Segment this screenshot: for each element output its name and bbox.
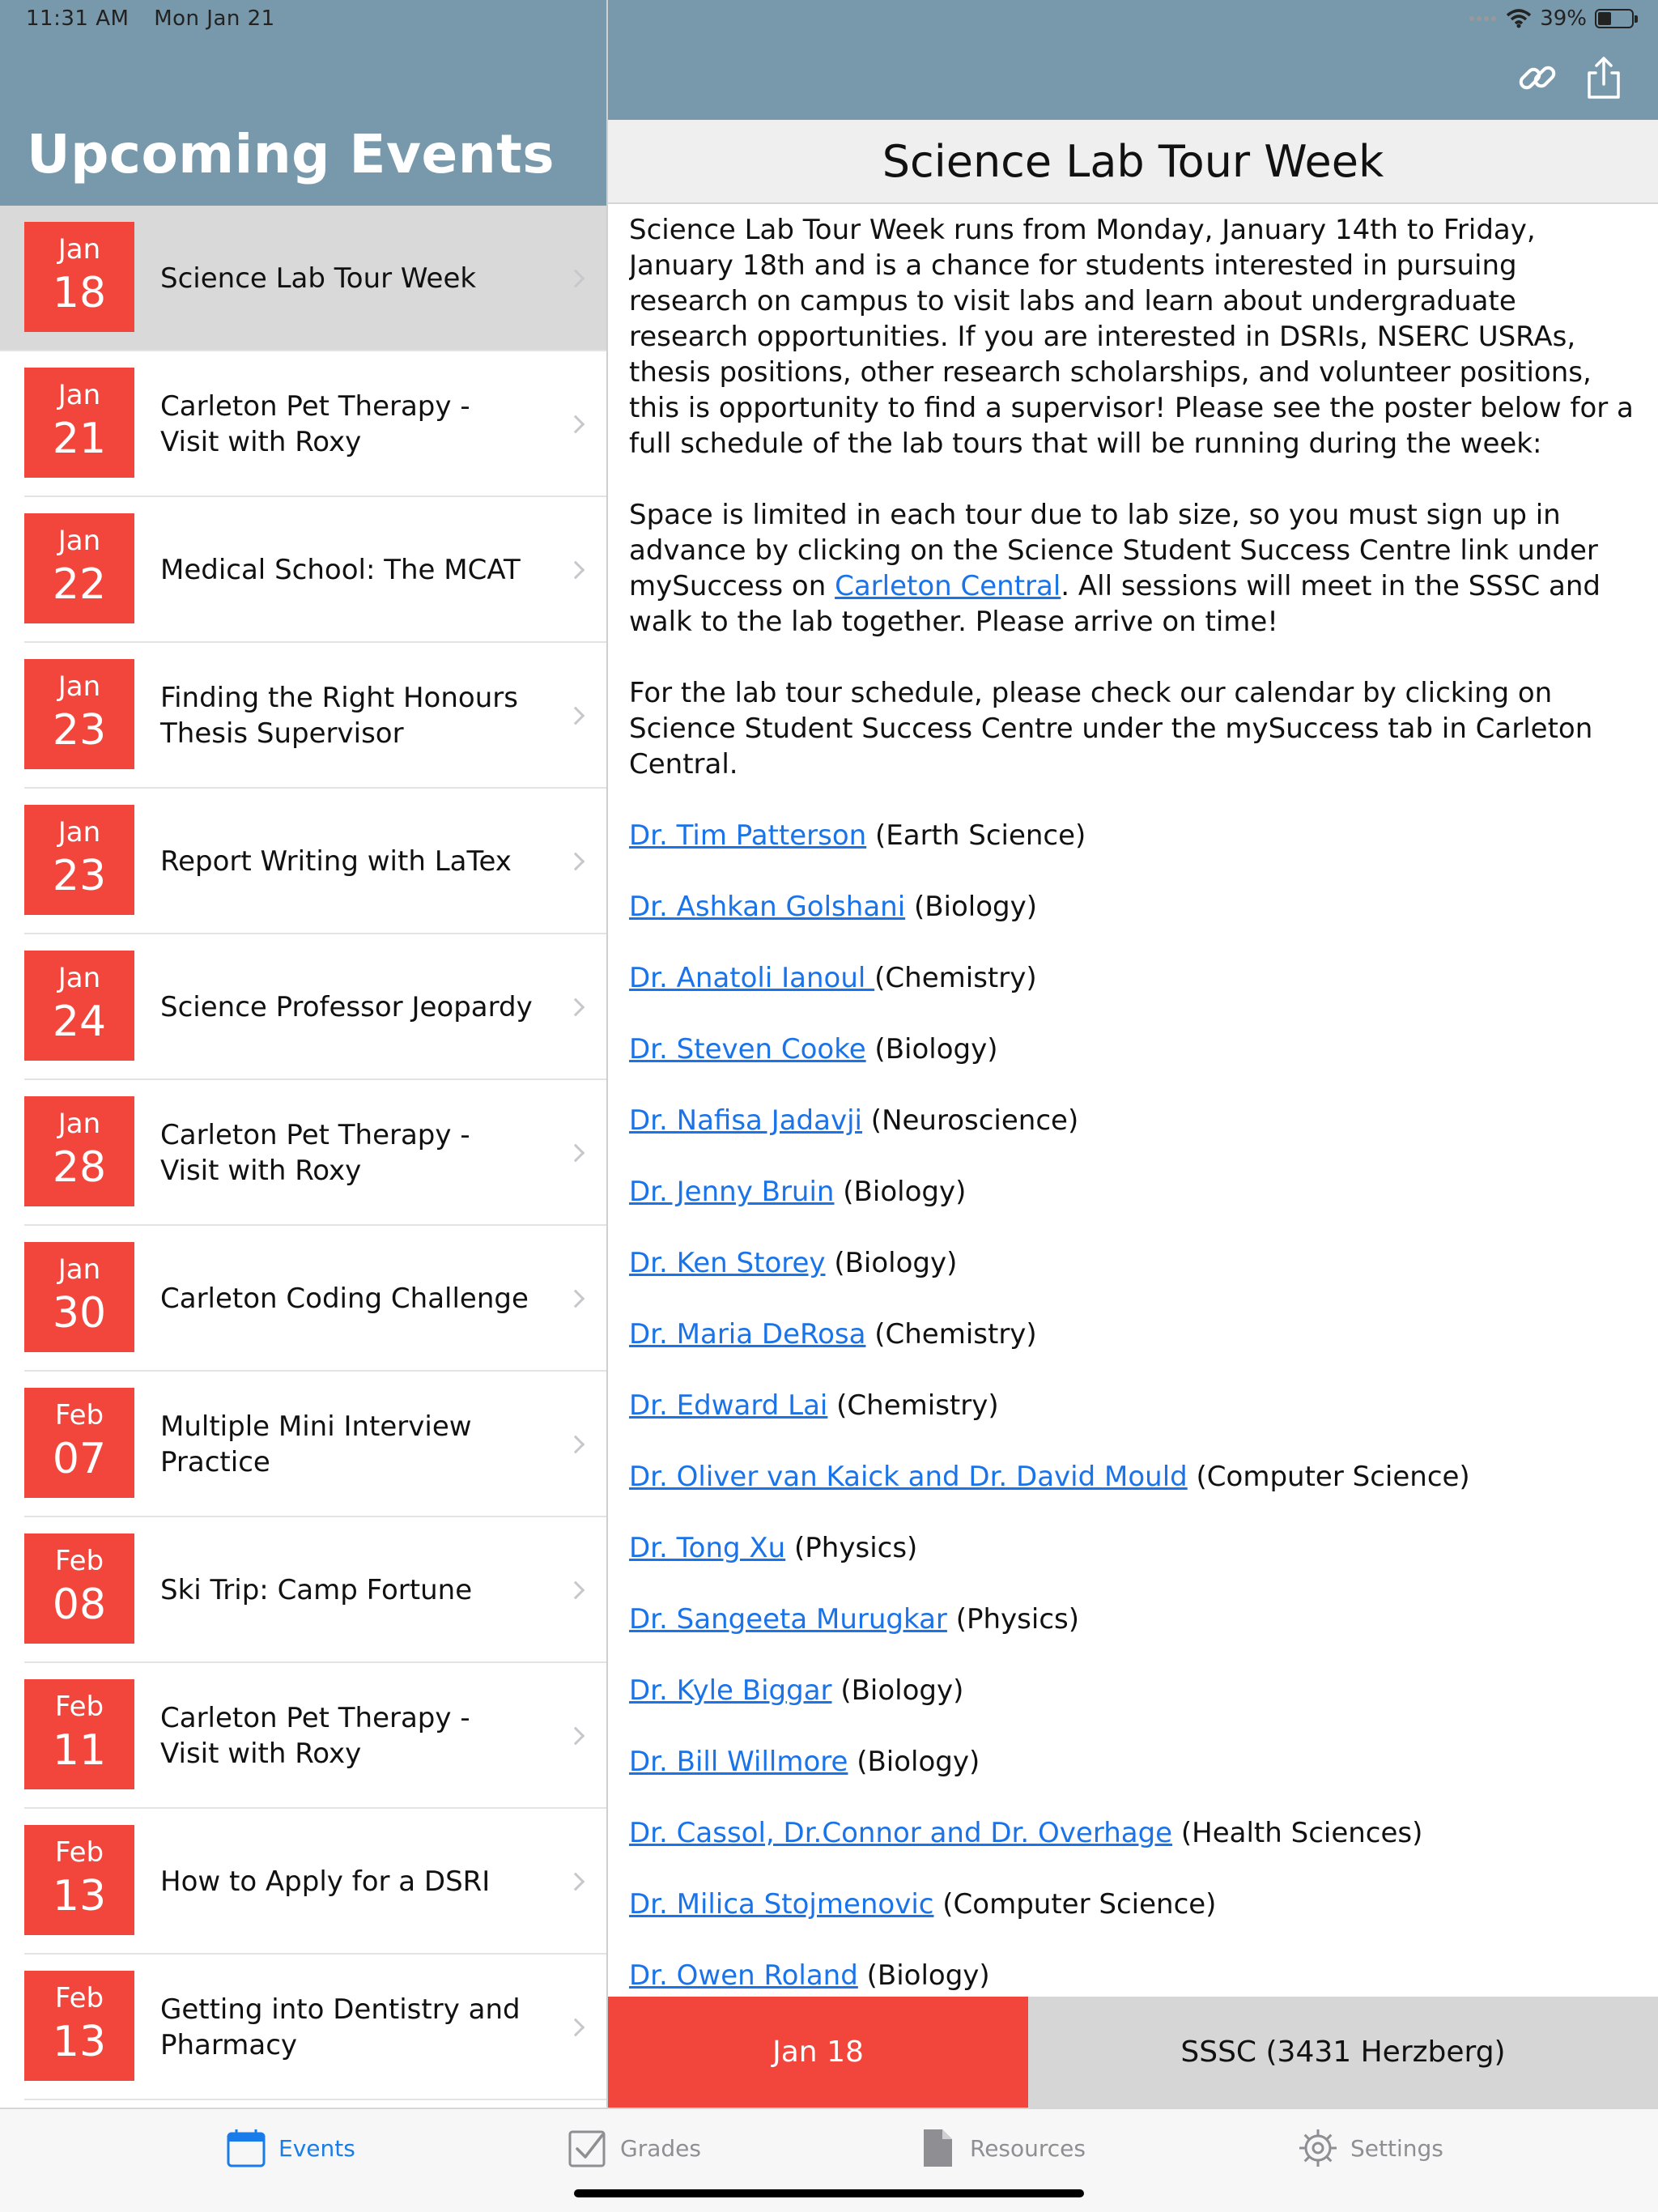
lab-link[interactable]: Dr. Milica Stojmenovic (629, 1888, 934, 1921)
lab-link[interactable]: Dr. Cassol, Dr.Connor and Dr. Overhage (629, 1817, 1173, 1849)
lab-department: (Physics) (785, 1532, 918, 1564)
event-title: Carleton Pet Therapy - Visit with Roxy (160, 1119, 470, 1187)
lab-department: (Physics) (946, 1603, 1079, 1636)
lab-link[interactable]: Dr. Nafisa Jadavji (629, 1104, 862, 1137)
event-row[interactable] (0, 1372, 606, 1517)
battery-percent: 39% (1540, 6, 1587, 31)
event-day: 22 (52, 560, 107, 609)
chevron-right-icon (567, 707, 585, 725)
signup-text-after: . All sessions will meet in the SSSC and walk to the lab together. Please arrive on time! (629, 570, 1601, 638)
event-month: Feb (54, 1399, 104, 1431)
event-row[interactable] (0, 1517, 606, 1663)
signup-text-before: Space is limited in each tour due to lab size, so you must sign up in advance by clicking on the Science Student Success Centre link under mySuccess on (629, 499, 1598, 602)
event-day: 21 (52, 415, 107, 463)
date-badge (24, 1096, 134, 1206)
lab-item (629, 1744, 1641, 1780)
lab-item (629, 1103, 1641, 1138)
chevron-right-icon (567, 270, 585, 288)
detail-title: Science Lab Tour Week (882, 136, 1384, 187)
event-title: Science Lab Tour Week (160, 262, 477, 295)
lab-item (629, 1815, 1641, 1851)
lab-link[interactable]: Dr. Bill Willmore (629, 1746, 848, 1778)
lab-link[interactable]: Dr. Sangeeta Murugkar (629, 1603, 947, 1636)
event-row[interactable] (0, 1809, 606, 1955)
chevron-right-icon (567, 1581, 585, 1600)
event-row[interactable] (0, 1080, 606, 1226)
event-date-cell: Jan 18 (608, 1997, 1028, 2108)
home-indicator (574, 2189, 1084, 2197)
detail-title-bar (608, 120, 1658, 204)
lab-link[interactable]: Dr. Anatoli Ianoul (629, 962, 875, 994)
lab-link[interactable]: Dr. Ashkan Golshani (629, 891, 906, 923)
lab-item (629, 1317, 1641, 1352)
lab-item (629, 1174, 1641, 1210)
event-month: Jan (57, 816, 101, 849)
chevron-right-icon (567, 1290, 585, 1308)
lab-item (629, 818, 1641, 853)
event-month: Jan (57, 233, 101, 266)
event-title: Getting into Dentistry and Pharmacy (160, 1993, 521, 2061)
status-date: Mon Jan 21 (154, 6, 275, 31)
lab-department: (Chemistry) (865, 1318, 1037, 1351)
event-title: How to Apply for a DSRI (160, 1865, 491, 1898)
event-row[interactable] (0, 206, 606, 351)
calendar-icon (225, 2127, 267, 2169)
event-title: Multiple Mini Interview Practice (160, 1410, 472, 1478)
lab-department: (Biology) (865, 1033, 998, 1066)
lab-department: (Health Sciences) (1172, 1817, 1423, 1849)
event-list (0, 206, 606, 2100)
chevron-right-icon (567, 1144, 585, 1163)
chevron-right-icon (567, 415, 585, 434)
tab-label: Grades (620, 2134, 701, 2162)
event-month: Feb (54, 1982, 104, 2014)
date-badge (24, 222, 134, 332)
lab-link[interactable]: Dr. Kyle Biggar (629, 1674, 832, 1707)
event-title: Ski Trip: Camp Fortune (160, 1574, 473, 1606)
date-badge (24, 805, 134, 915)
event-row[interactable] (0, 643, 606, 789)
event-row[interactable] (0, 497, 606, 643)
event-location-cell: SSSC (3431 Herzberg) (1028, 1997, 1658, 2108)
gear-icon (1297, 2127, 1339, 2169)
lab-link[interactable]: Dr. Ken Storey (629, 1247, 826, 1279)
wifi-icon (1506, 9, 1532, 28)
chevron-right-icon (567, 1436, 585, 1454)
lab-item (629, 1459, 1641, 1495)
event-day: 23 (52, 706, 107, 755)
chevron-right-icon (567, 998, 585, 1017)
event-month: Jan (57, 379, 101, 411)
event-row[interactable] (0, 934, 606, 1080)
tab-settings[interactable] (1297, 2127, 1443, 2169)
date-badge (24, 659, 134, 769)
event-title: Carleton Pet Therapy - Visit with Roxy (160, 1702, 470, 1770)
lab-link[interactable]: Dr. Steven Cooke (629, 1033, 866, 1066)
date-badge (24, 368, 134, 478)
share-icon[interactable] (1581, 55, 1626, 100)
chevron-right-icon (567, 1873, 585, 1891)
lab-department: (Biology) (905, 891, 1038, 923)
event-title: Carleton Pet Therapy - Visit with Roxy (160, 390, 470, 458)
tab-resources[interactable] (916, 2127, 1086, 2169)
lab-department: (Earth Science) (866, 819, 1086, 852)
event-row[interactable] (0, 1226, 606, 1372)
detail-body (629, 212, 1641, 1995)
date-badge (24, 951, 134, 1061)
lab-link[interactable]: Dr. Owen Roland (629, 1959, 858, 1992)
event-title: Medical School: The MCAT (160, 554, 521, 586)
schedule-paragraph: For the lab tour schedule, please check our calendar by clicking on Science Student Success Centre under the mySuccess tab in Carleton Central. (629, 677, 1593, 781)
lab-link[interactable]: Dr. Edward Lai (629, 1389, 828, 1422)
status-time: 11:31 AM (26, 6, 130, 31)
event-month: Feb (54, 1691, 104, 1723)
event-month: Jan (57, 525, 101, 557)
date-badge (24, 1242, 134, 1352)
chevron-right-icon (567, 2018, 585, 2037)
lab-department: (Biology) (825, 1247, 958, 1279)
lab-department: (Chemistry) (827, 1389, 999, 1422)
date-badge (24, 1534, 134, 1644)
lab-item (629, 1958, 1641, 1993)
event-day: 13 (52, 1872, 107, 1921)
chevron-right-icon (567, 853, 585, 871)
event-day: 18 (52, 269, 107, 317)
status-left (26, 6, 293, 31)
tab-label: Settings (1350, 2134, 1443, 2162)
status-right (1469, 6, 1634, 31)
event-day: 23 (52, 852, 107, 900)
event-info-bar (608, 1997, 1658, 2108)
lab-department: (Biology) (831, 1674, 964, 1707)
battery-level (1598, 12, 1611, 25)
lab-item (629, 1602, 1641, 1637)
lab-department: (Neuroscience) (862, 1104, 1079, 1137)
event-title: Science Professor Jeopardy (160, 991, 533, 1023)
event-day: 28 (52, 1143, 107, 1192)
event-month: Feb (54, 1545, 104, 1577)
split-divider (606, 0, 608, 2108)
event-day: 24 (52, 998, 107, 1046)
event-month: Jan (57, 1253, 101, 1286)
lab-department: (Biology) (857, 1959, 990, 1992)
lab-department: (Computer Science) (1187, 1461, 1470, 1493)
lab-item (629, 1388, 1641, 1423)
lab-link[interactable]: Dr. Jenny Bruin (629, 1176, 835, 1208)
event-row[interactable] (0, 351, 606, 497)
date-badge (24, 1825, 134, 1935)
event-detail (608, 0, 1658, 2108)
event-day: 30 (52, 1289, 107, 1338)
event-title: Report Writing with LaTex (160, 845, 512, 878)
lab-link[interactable]: Dr. Maria DeRosa (629, 1318, 866, 1351)
checkbox-icon (567, 2127, 609, 2169)
status-bar (0, 0, 1658, 39)
date-badge (24, 1679, 134, 1789)
event-day: 08 (52, 1580, 107, 1629)
lab-item (629, 1032, 1641, 1067)
carleton-central-link[interactable]: Carleton Central (835, 570, 1061, 602)
lab-item (629, 889, 1641, 925)
lab-item (629, 1887, 1641, 1922)
event-title: Finding the Right Honours Thesis Supervisor (160, 682, 518, 750)
event-month: Feb (54, 1836, 104, 1869)
date-badge (24, 513, 134, 623)
lab-department: (Computer Science) (933, 1888, 1217, 1921)
link-icon[interactable] (1515, 55, 1560, 100)
lab-link[interactable]: Dr. Tim Patterson (629, 819, 867, 852)
lab-item (629, 960, 1641, 996)
chevron-right-icon (567, 1727, 585, 1746)
tab-events[interactable] (225, 2127, 355, 2169)
event-row[interactable] (0, 789, 606, 934)
event-title: Carleton Coding Challenge (160, 1283, 529, 1315)
event-row[interactable] (0, 1663, 606, 1809)
event-day: 11 (52, 1726, 107, 1775)
lab-department: (Chemistry) (874, 962, 1037, 994)
date-badge (24, 1388, 134, 1498)
event-row[interactable] (0, 1955, 606, 2100)
date-badge (24, 1971, 134, 2081)
tab-label: Events (278, 2134, 355, 2162)
lab-department: (Biology) (834, 1176, 967, 1208)
signup-paragraph (629, 497, 1641, 640)
event-month: Jan (57, 962, 101, 994)
lab-item (629, 1530, 1641, 1566)
events-sidebar (0, 0, 606, 2108)
chevron-right-icon (567, 561, 585, 580)
event-day: 07 (52, 1435, 107, 1483)
intro-paragraph: Science Lab Tour Week runs from Monday, January 14th to Friday, January 18th and is a chance for students interested in pursuing research on campus to visit labs and learn about undergraduate research opportunities. If you are interested in DSRIs, NSERC USRAs, thesis positions, other research scholarships, and volunteer positions, this is opportunity to find a supervisor! Please see the poster below for a full schedule of the lab tours that will be running during the week: (629, 214, 1634, 460)
event-month: Jan (57, 670, 101, 703)
tab-label: Resources (970, 2134, 1086, 2162)
event-day: 13 (52, 2018, 107, 2066)
lab-item (629, 1245, 1641, 1281)
sidebar-title: Upcoming Events (27, 123, 555, 185)
event-month: Jan (57, 1108, 101, 1140)
lab-link[interactable]: Dr. Oliver van Kaick and Dr. David Mould (629, 1461, 1188, 1493)
document-icon (916, 2127, 959, 2169)
signal-dots-icon (1469, 15, 1498, 23)
lab-link[interactable]: Dr. Tong Xu (629, 1532, 786, 1564)
tab-grades[interactable] (567, 2127, 701, 2169)
lab-department: (Biology) (848, 1746, 980, 1778)
battery-icon (1595, 9, 1634, 28)
lab-item (629, 1673, 1641, 1708)
